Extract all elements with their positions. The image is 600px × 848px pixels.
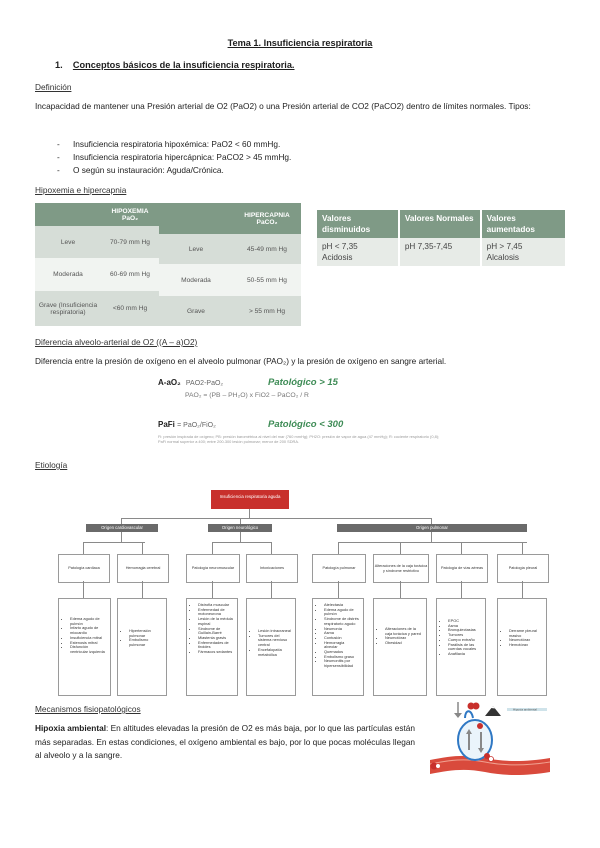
category-box: Patología neuromuscular [186,554,240,583]
tipos-list [35,138,555,177]
hipoxemia-header: HIPOXEMIA PaO₂ [101,203,159,226]
group-cardiovascular: Origen cardiovascular [86,524,158,532]
cause-list-box: • Distrofia muscular • Enfermedad de motoneurona • Lesión de la médula espinal • Síndrome de Guillain-Barré • Miastenia gravis • Enfermedades de tiroides • Fármacos sedantes [186,598,238,696]
hipoxia-alveolo-illustration [425,698,565,790]
etiologia-heading: Etiología [35,460,68,470]
formula-aao2: A-aO₂ PAO2-PaO₂ [158,378,224,387]
category-box: Patología de vías aéreas [436,554,488,583]
cause-list-box: • Derrame pleural masivo • Neumotórax • Hemotórax [497,598,547,696]
formula-pafi-pathologic: Patológico < 300 [268,419,344,430]
formula-aao2-pathologic: Patológico > 15 [268,377,338,388]
category-box: Patología pulmonar [312,554,366,583]
cause-list-box: • Atelectasia • Edema agudo de pulmón • Síndrome de distrés respiratorio agudo • Neumonía • Asma • Contusión • Hemorragia alveolar • Quemados • Embolismo graso • Neumonitis por hipersensibilidad [312,598,364,696]
figure-label: Hipoxia ambiental [513,707,537,712]
category-box: Alteraciones de la caja torácica y síndrome restrictivo [373,554,429,583]
list-item: - O según su instauración: Aguda/Crónica. [35,164,555,177]
definicion-heading: Definición [35,82,72,92]
hipoxemia-table: HIPOXEMIA PaO₂ Leve 70-79 mm Hg Moderada 60-69 mm Hg Grave (Insuficiencia respiratoria) <60 mm Hg [35,203,159,326]
formula-pao2: PAO₂ = (PB – PH₂O) x FiO2 – PaCO₂ / R [185,392,309,399]
group-pulmonar: Origen pulmonar [337,524,527,532]
diferencia-heading: Diferencia alveolo-arterial de O2 ((A – a)O2) [35,337,198,347]
hipoxemia-heading: Hipoxemia e hipercapnia [35,185,127,195]
category-box: Patología pleural [497,554,549,583]
list-item: - Insuficiencia respiratoria hipercápnica: PaCO2 > 45 mmHg. [35,151,555,164]
mountain-icon [485,706,501,716]
mecanismos-heading: Mecanismos fisiopatológicos [35,704,141,714]
cause-list-box: • Alteraciones de la caja torácica y pared • Neumotórax • Obesidad [373,598,427,696]
definicion-text: Incapacidad de mantener una Presión arterial de O2 (PaO2) o una Presión arterial de CO2 (PaCO2) dentro de límites normales. Tipos: [35,101,531,111]
formula-pafi: PaFi = PaO₂/FiO₂ [158,420,216,429]
cause-list-box: • Edema agudo de pulmón • Infarto agudo de miocardio • Insuficiencia mitral • Estenosis mitral • Disfunción ventricular izquierda [58,598,111,696]
group-neurologico: Origen neurológico [208,524,272,532]
hipercapnia-table: HIPERCAPNIA PaCO₂ Leve 45-49 mm Hg Moderada 50-55 mm Hg Grave > 55 mm Hg [159,203,301,326]
category-box: Hemorragia cerebral [117,554,169,583]
cause-list-box: • Lesión intracraneal • Tumores del sistema nervioso central • Encefalopatía metabólica [246,598,296,696]
hipercapnia-header: HIPERCAPNIA PaCO₂ [233,203,301,234]
category-box: Intoxicaciones [246,554,298,583]
document-title: Tema 1. Insuficiencia respiratoria [227,38,373,48]
section-heading: 1. Conceptos básicos de la insuficiencia respiratoria. [55,60,295,70]
diferencia-text: Diferencia entre la presión de oxígeno en el alveolo pulmonar (PAO₂) y la presión de oxígeno en sangre arterial. [35,356,447,366]
cause-list-box: • Hipertensión pulmonar • Embolismo pulmonar [117,598,167,696]
etiologia-flowchart [55,488,565,700]
mecanismos-text: Hipoxia ambiental: En altitudes elevadas la presión de O2 es más baja, por lo que las partículas están más separadas. En estas condiciones, el oxígeno ambiental es bajo, por lo que pocas moléculas llegan al alveolo y a la sangre. [35,723,416,760]
list-item: - Insuficiencia respiratoria hipoxémica: PaO2 < 60 mmHg. [35,138,555,151]
flowchart-root: Insuficiencia respiratoria aguda [211,490,289,509]
cause-list-box: • EPOC • Asma • Bronquiectasias • Tumores • Cuerpo extraño • Parálisis de las cuerdas vocales • Anafilaxia [436,598,486,696]
ph-values-table: Valores disminuidos Valores Normales Valores aumentados pH < 7,35 Acidosis pH 7,35-7,45 pH > 7,45 Alcalosis [317,210,565,266]
category-box: Patología cardiaca [58,554,110,583]
formula-note: Fi: presión inspirada de oxígeno; PB: presión barométrica al nivel del mar (760 mmHg); PH2O: presión de vapor de agua (47 mmHg); R: cociente respiratorio (0,8); PaFi normal superior a 400; entre 200-300 lesión pulmonar; menor de 200 SDRA. [158,434,440,444]
